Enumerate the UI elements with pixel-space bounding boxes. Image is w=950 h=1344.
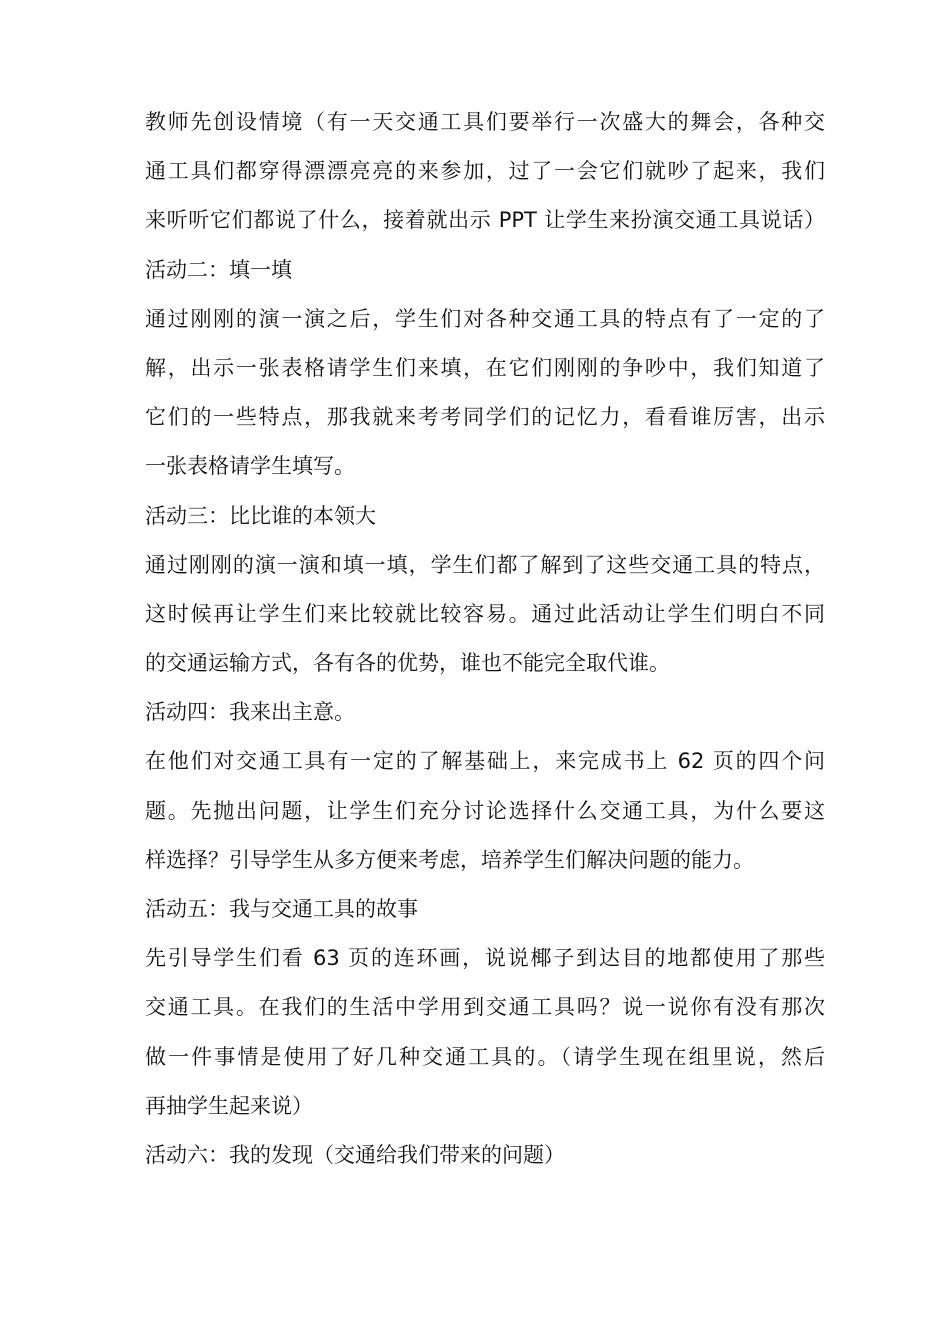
body-line-2: 通工具们都穿得漂漂亮亮的来参加，过了一会它们就吵了起来，我们 [145,159,825,184]
body-line-10: 通过刚刚的演一演和填一填，学生们都了解到了这些交通工具的特点， [145,552,825,577]
body-line-20: 做一件事情是使用了好几种交通工具的。（请学生现在组里说，然后 [145,1044,825,1069]
body-line-18: 先引导学生们看 63 页的连环画，说说椰子到达目的地都使用了那些 [145,946,825,971]
body-line-15: 题。先抛出问题，让学生们充分讨论选择什么交通工具，为什么要这 [145,798,825,823]
body-line-3: 来听听它们都说了什么，接着就出示 PPT 让学生来扮演交通工具说话） [145,208,825,233]
body-line-11: 这时候再让学生们来比较就比较容易。通过此活动让学生们明白不同 [145,601,825,626]
document-body [145,98,825,1180]
body-line-21: 再抽学生起来说） [145,1093,313,1118]
body-line-16: 样选择？引导学生从多方便来考虑，培养学生们解决问题的能力。 [145,847,754,872]
body-line-1: 教师先创设情境（有一天交通工具们要举行一次盛大的舞会，各种交 [145,110,825,134]
section-heading-activity-6: 活动六：我的发现（交通给我们带来的问题） [145,1142,565,1167]
body-line-19: 交通工具。在我们的生活中学用到交通工具吗？说一说你有没有那次 [145,995,825,1020]
body-line-12: 的交通运输方式，各有各的优势，谁也不能完全取代谁。 [145,651,670,676]
body-line-6: 解，出示一张表格请学生们来填，在它们刚刚的争吵中，我们知道了 [145,355,825,380]
body-line-14: 在他们对交通工具有一定的了解基础上，来完成书上 62 页的四个问 [145,749,825,774]
section-heading-activity-3: 活动三：比比谁的本领大 [145,503,376,528]
section-heading-activity-2: 活动二：填一填 [145,257,292,282]
body-line-8: 一张表格请学生填写。 [145,454,355,479]
body-line-7: 它们的一些特点，那我就来考考同学们的记忆力，看看谁厉害，出示 [145,405,825,430]
body-line-5: 通过刚刚的演一演之后，学生们对各种交通工具的特点有了一定的了 [145,306,825,331]
section-heading-activity-4: 活动四：我来出主意。 [145,700,355,725]
section-heading-activity-5: 活动五：我与交通工具的故事 [145,897,418,921]
